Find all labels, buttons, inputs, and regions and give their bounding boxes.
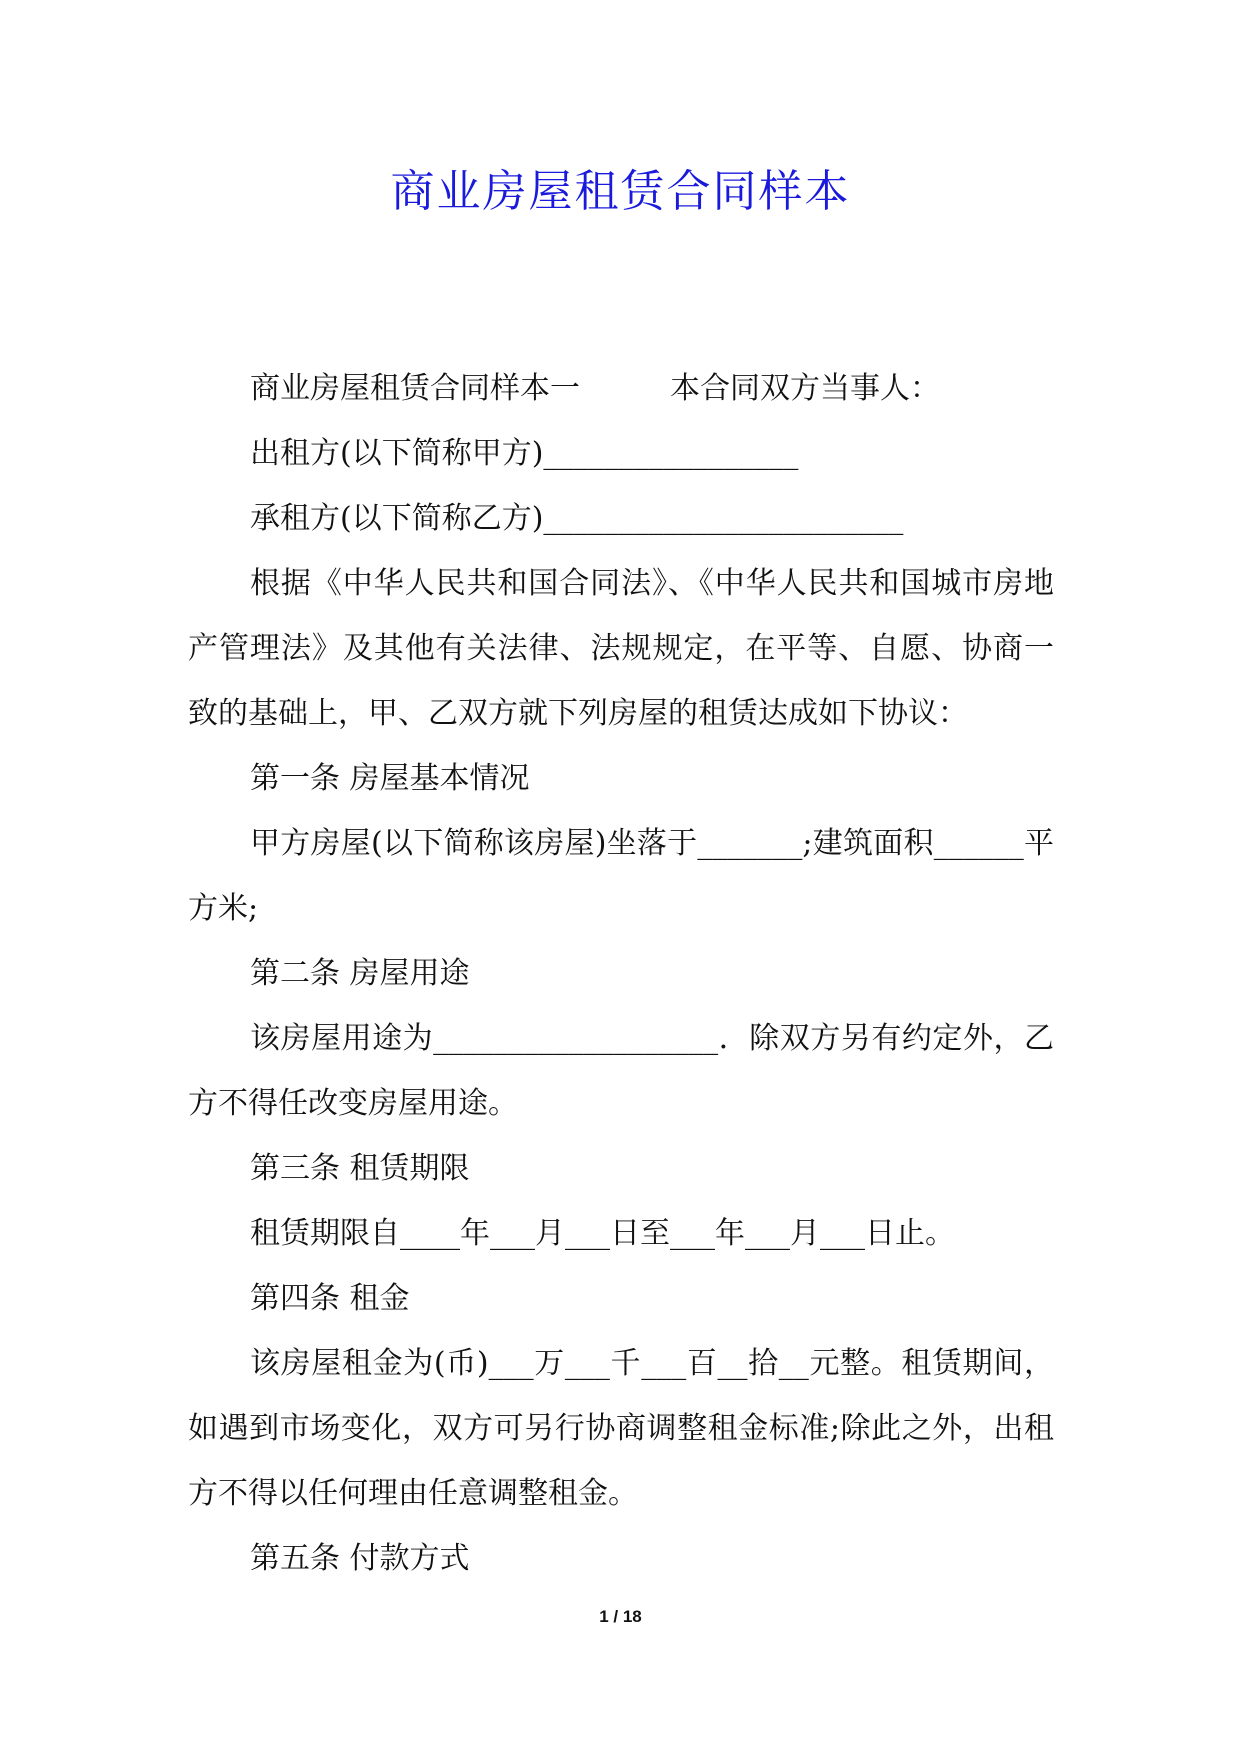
paragraph-legal-basis: 根据《中华人民共和国合同法》、《中华人民共和国城市房地产管理法》及其他有关法律、法规规定，在平等、自愿、协商一致的基础上，甲、乙双方就下列房屋的租赁达成如下协议：: [188, 566, 1054, 731]
article-3-heading: 第三条 租赁期限: [250, 1151, 470, 1186]
document-title: 商业房屋租赁合同样本: [390, 166, 851, 217]
article-1-content: 甲方房屋(以下简称该房屋)坐落于_______;建筑面积______平方米;: [188, 826, 1054, 926]
paragraph-lessor: 出租方(以下简称甲方)_________________: [250, 436, 799, 471]
paragraph-lessee: 承租方(以下简称乙方)________________________: [250, 501, 904, 536]
article-4-heading: 第四条 租金: [250, 1281, 410, 1316]
article-5-heading: 第五条 付款方式: [250, 1541, 470, 1576]
page-number: 1 / 18: [599, 1607, 642, 1626]
paragraph-intro: 商业房屋租赁合同样本一 本合同双方当事人：: [250, 371, 940, 406]
article-2-content: 该房屋用途为___________________．除双方另有约定外，乙方不得任改变房屋用途。: [188, 1021, 1054, 1121]
article-4-content: 该房屋租金为(币)___万___千___百__拾__元整。租赁期间，如遇到市场变化，双方可另行协商调整租金标准;除此之外，出租方不得以任何理由任意调整租金。: [188, 1346, 1054, 1511]
article-2-heading: 第二条 房屋用途: [250, 956, 470, 991]
article-1-heading: 第一条 房屋基本情况: [250, 761, 530, 796]
article-3-content: 租赁期限自____年___月___日至___年___月___日止。: [250, 1216, 955, 1251]
document-body: [188, 356, 1054, 1591]
